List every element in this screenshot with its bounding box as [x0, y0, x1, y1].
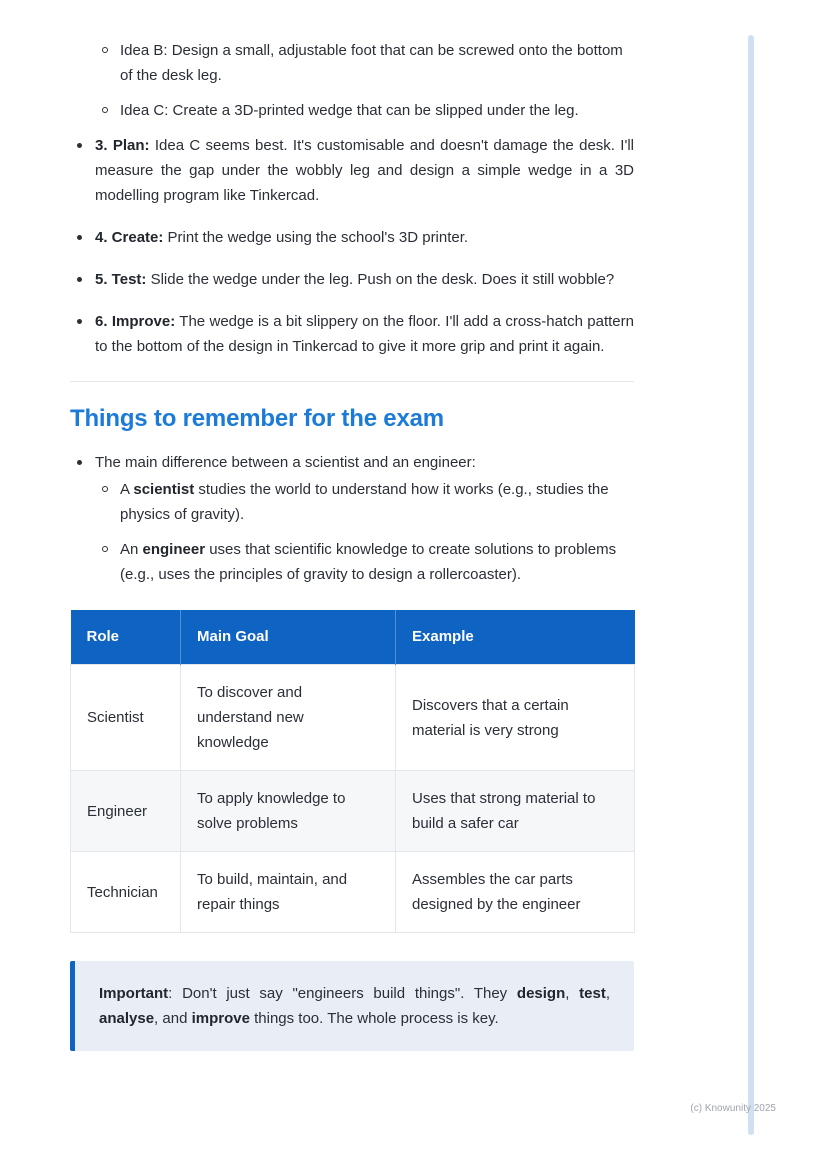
important-callout	[70, 961, 634, 1051]
table-cell: To discover and understand new knowledge	[181, 665, 396, 771]
roles-table	[70, 610, 635, 933]
table-cell: Technician	[71, 852, 181, 933]
list-item-text: Idea B: Design a small, adjustable foot that can be screwed onto the bottom of the desk leg.	[120, 42, 623, 84]
table-cell: Engineer	[71, 771, 181, 852]
table-cell: Assembles the car parts designed by the engineer	[396, 852, 635, 933]
idea-sub-list	[95, 38, 634, 123]
exam-notes-list	[70, 450, 634, 587]
list-item	[95, 38, 634, 88]
callout-text: Important: Don't just say "engineers build things". They design, test, analyse, and improve things too. The whole process is key.	[99, 985, 611, 1027]
list-item	[95, 477, 634, 527]
table-cell: Scientist	[71, 665, 181, 771]
list-item-text: 5. Test: Slide the wedge under the leg. Push on the desk. Does it still wobble?	[95, 271, 615, 288]
list-item	[70, 133, 634, 208]
watermark: (c) Knowunity 2025	[690, 1103, 776, 1114]
table-cell: To build, maintain, and repair things	[181, 852, 396, 933]
circle-bullet-icon	[102, 486, 108, 492]
table-cell: To apply knowledge to solve problems	[181, 771, 396, 852]
list-item-text: 6. Improve: The wedge is a bit slippery on the floor. I'll add a cross-hatch pattern to the bottom of the design in Tinkercad to give it more grip and print it again.	[95, 313, 634, 355]
bullet-icon	[77, 277, 82, 282]
circle-bullet-icon	[102, 546, 108, 552]
bullet-icon	[77, 143, 82, 148]
table-header-row	[71, 610, 635, 665]
table-row	[71, 771, 635, 852]
table-header-cell: Main Goal	[181, 610, 396, 665]
bullet-icon	[77, 319, 82, 324]
table-header-cell: Role	[71, 610, 181, 665]
divider	[70, 381, 634, 382]
comparison-sub-list	[95, 477, 634, 587]
bullet-icon	[77, 235, 82, 240]
section-heading: Things to remember for the exam	[70, 405, 444, 432]
list-item	[95, 98, 634, 123]
bullet-icon	[77, 460, 82, 465]
list-item	[70, 309, 634, 359]
list-item-text: A scientist studies the world to understand how it works (e.g., studies the physics of gravity).	[120, 481, 609, 523]
list-item-text: 4. Create: Print the wedge using the school's 3D printer.	[95, 229, 469, 246]
table-row	[71, 852, 635, 933]
list-item	[95, 537, 634, 587]
list-item	[70, 225, 634, 250]
list-item	[70, 267, 634, 292]
list-item-text: Idea C: Create a 3D-printed wedge that can be slipped under the leg.	[120, 102, 579, 119]
list-item-text: The main difference between a scientist and an engineer:	[95, 454, 476, 471]
scrollbar-thumb[interactable]	[748, 35, 754, 1135]
table-cell: Uses that strong material to build a safer car	[396, 771, 635, 852]
list-item-text: An engineer uses that scientific knowledge to create solutions to problems (e.g., uses the principles of gravity to design a rollercoaster).	[120, 541, 617, 583]
circle-bullet-icon	[102, 107, 108, 113]
table-header-cell: Example	[396, 610, 635, 665]
list-item	[70, 450, 634, 587]
table-cell: Discovers that a certain material is very strong	[396, 665, 635, 771]
circle-bullet-icon	[102, 47, 108, 53]
process-list	[70, 133, 634, 359]
table-row	[71, 665, 635, 771]
list-item-text: 3. Plan: Idea C seems best. It's customisable and doesn't damage the desk. I'll measure the gap under the wobbly leg and design a simple wedge in a 3D modelling program like Tinkercad.	[95, 137, 634, 204]
document-content	[70, 38, 634, 1051]
